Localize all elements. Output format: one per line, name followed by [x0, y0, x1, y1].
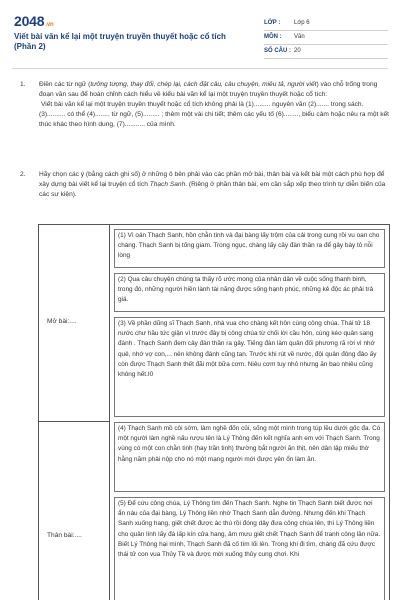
- section-cell-intro[interactable]: [39, 225, 110, 421]
- meta-box: [264, 17, 388, 59]
- word-bank: tưởng tượng, thay đổi, chép lại, cách đặt câu, câu chuyện, miêu tả, người viết: [90, 81, 317, 88]
- matching-table: [38, 224, 390, 600]
- section-label: Thân bài:....: [47, 532, 82, 539]
- question-lead: Điền các từ ngữ (: [39, 81, 91, 88]
- idea-item-4: (4) Thạch Sanh mồ côi sớm, làm nghề đốn củi, sống một mình trong túp lều dưới gốc đa. Có một người làm nghề nấu rượu tên là Lý Thông đến kết nghĩa anh em với Thạch Sanh. Trong vùng có một con chằn tinh (hay trăn tinh) thường bắt người ăn thịt, nên dân lập miếu thờ hằng năm phải nộp cho nó một mạng người mới được yên ổn làm ăn.: [114, 422, 385, 492]
- idea-item-2: (2) Qua câu chuyện chúng ta thấy rõ ước mong của nhân dân về cuộc sống thanh bình, trong đó, những người hiền lành tài năng được sống hạnh phúc, những kẻ độc ác phải trả giá.: [114, 273, 385, 312]
- meta-key: SỐ CÂU :: [264, 48, 291, 54]
- meta-row-count: [264, 45, 388, 59]
- logo-text: 2048: [14, 13, 45, 29]
- story-title: Thạch Sanh: [149, 181, 186, 188]
- question-body: [39, 80, 390, 130]
- question-1: [20, 80, 390, 130]
- question-body: [39, 170, 390, 200]
- question-number: 1.: [20, 81, 26, 88]
- page-header: [12, 10, 388, 62]
- meta-value: Lớp 6: [294, 20, 310, 26]
- meta-key: MÔN :: [264, 34, 282, 40]
- logo-suffix: .vn: [45, 22, 54, 28]
- question-number: 2.: [20, 171, 26, 178]
- section-cell-body[interactable]: [39, 421, 110, 600]
- meta-row-subject: [264, 31, 388, 45]
- section-column: [39, 225, 110, 600]
- question-2: [20, 170, 390, 200]
- meta-value: 20: [294, 48, 301, 54]
- idea-item-3: (3) Về phần dũng sĩ Thạch Sanh, nhà vua cho chàng kết hôn cùng công chúa. Thái tử 18 nước chư hầu tức giận vì trước đây bị công chúa từ chối lời cầu hôn, cùng kéo quân sang đánh . Thạch Sanh đem cây đàn thần ra gảy. Tiếng đàn làm quân đối phương rã rời vì nhớ quê, nhớ vợ con,... nên không đánh cũng tan. Trước khi rút về nước, đội quân đông đảo ấy còn được Thạch Sanh thết đãi một bữa cơm. Niêu cơm tuy nhỏ nhưng ăn bao nhiêu cũng không hết.I0: [114, 317, 385, 417]
- question-text: Hãy chọn các ý (bằng cách ghi số) ở những ô bên phải vào các phần mở bài, thân bài và kết bài một cách phù hợp để xây dựng bài viết kể lại truyện cổ tích: [39, 171, 385, 188]
- meta-value: Văn: [294, 34, 305, 40]
- fill-in-passage: Viết bài văn kể lại một truyện truyền thuyết hoặc cổ tích không phải là (1)......... nguyên văn (2)....... trong sách. (3).......... có thể (4)........ từ ngữ, (5)......... ; thêm một vài chi tiết; thêm các yếu tố (6)........, biểu cảm hoặc nêu ra một kết thúc khác theo hình dung, (7)........... của mình.: [39, 101, 389, 128]
- page-title: Viết bài văn kể lại một truyện truyền thuyết hoặc cổ tích (Phần 2): [14, 32, 226, 51]
- meta-key: LỚP :: [264, 20, 281, 26]
- section-label: Mở bài:....: [47, 318, 77, 325]
- question-text: ) vào chỗ trống trong đoạn văn sau để hoàn chỉnh cách hiểu về kiểu bài văn kể lại một truyện truyền thuyết hoặc cổ tích:: [39, 81, 378, 98]
- idea-item-1: (1) Vì oán Thạch Sanh, hồn chằn tinh và đại bàng lấy trộm của cải trong cung rồi vu oan cho chàng. Thạch Sanh bị tống giam. Trong ngục, chàng lấy cây đàn thần ra để gảy bày tỏ nỗi lòng: [114, 229, 385, 268]
- items-column: [110, 225, 389, 600]
- idea-item-5: (5) Để cứu công chúa, Lý Thông tìm đến Thạch Sanh. Nghe tin Thạch Sanh biết được nơi ẩn náu của đại bàng, Lý Thông liền nhờ Thạch Sanh dẫn đường. Nhưng đến khi Thạch Sanh xuống hang, giết chết được ác thú rồi đóng dây đưa công chúa lên, thì Lý Thông liền cho quân lính lấy đá lấp kín cửa hang, âm mưu giết chết Thạch Sanh để tranh công lần nữa. Biết Lý Thông hại mình, Thạch Sanh đã cố tìm lối lên. Trong khi đi tìm, chàng đã cứu được thái tử con vua Thủy Tề và được mời xuống thủy cung chơi. Khi: [114, 497, 385, 600]
- question-text-tail: . (Riêng ở phần thân bài, em cần sắp xếp theo trình tự diễn biến của các sự kiện).: [39, 181, 386, 198]
- site-logo[interactable]: [14, 13, 53, 29]
- meta-row-grade: [264, 17, 388, 31]
- header-divider: [12, 68, 388, 69]
